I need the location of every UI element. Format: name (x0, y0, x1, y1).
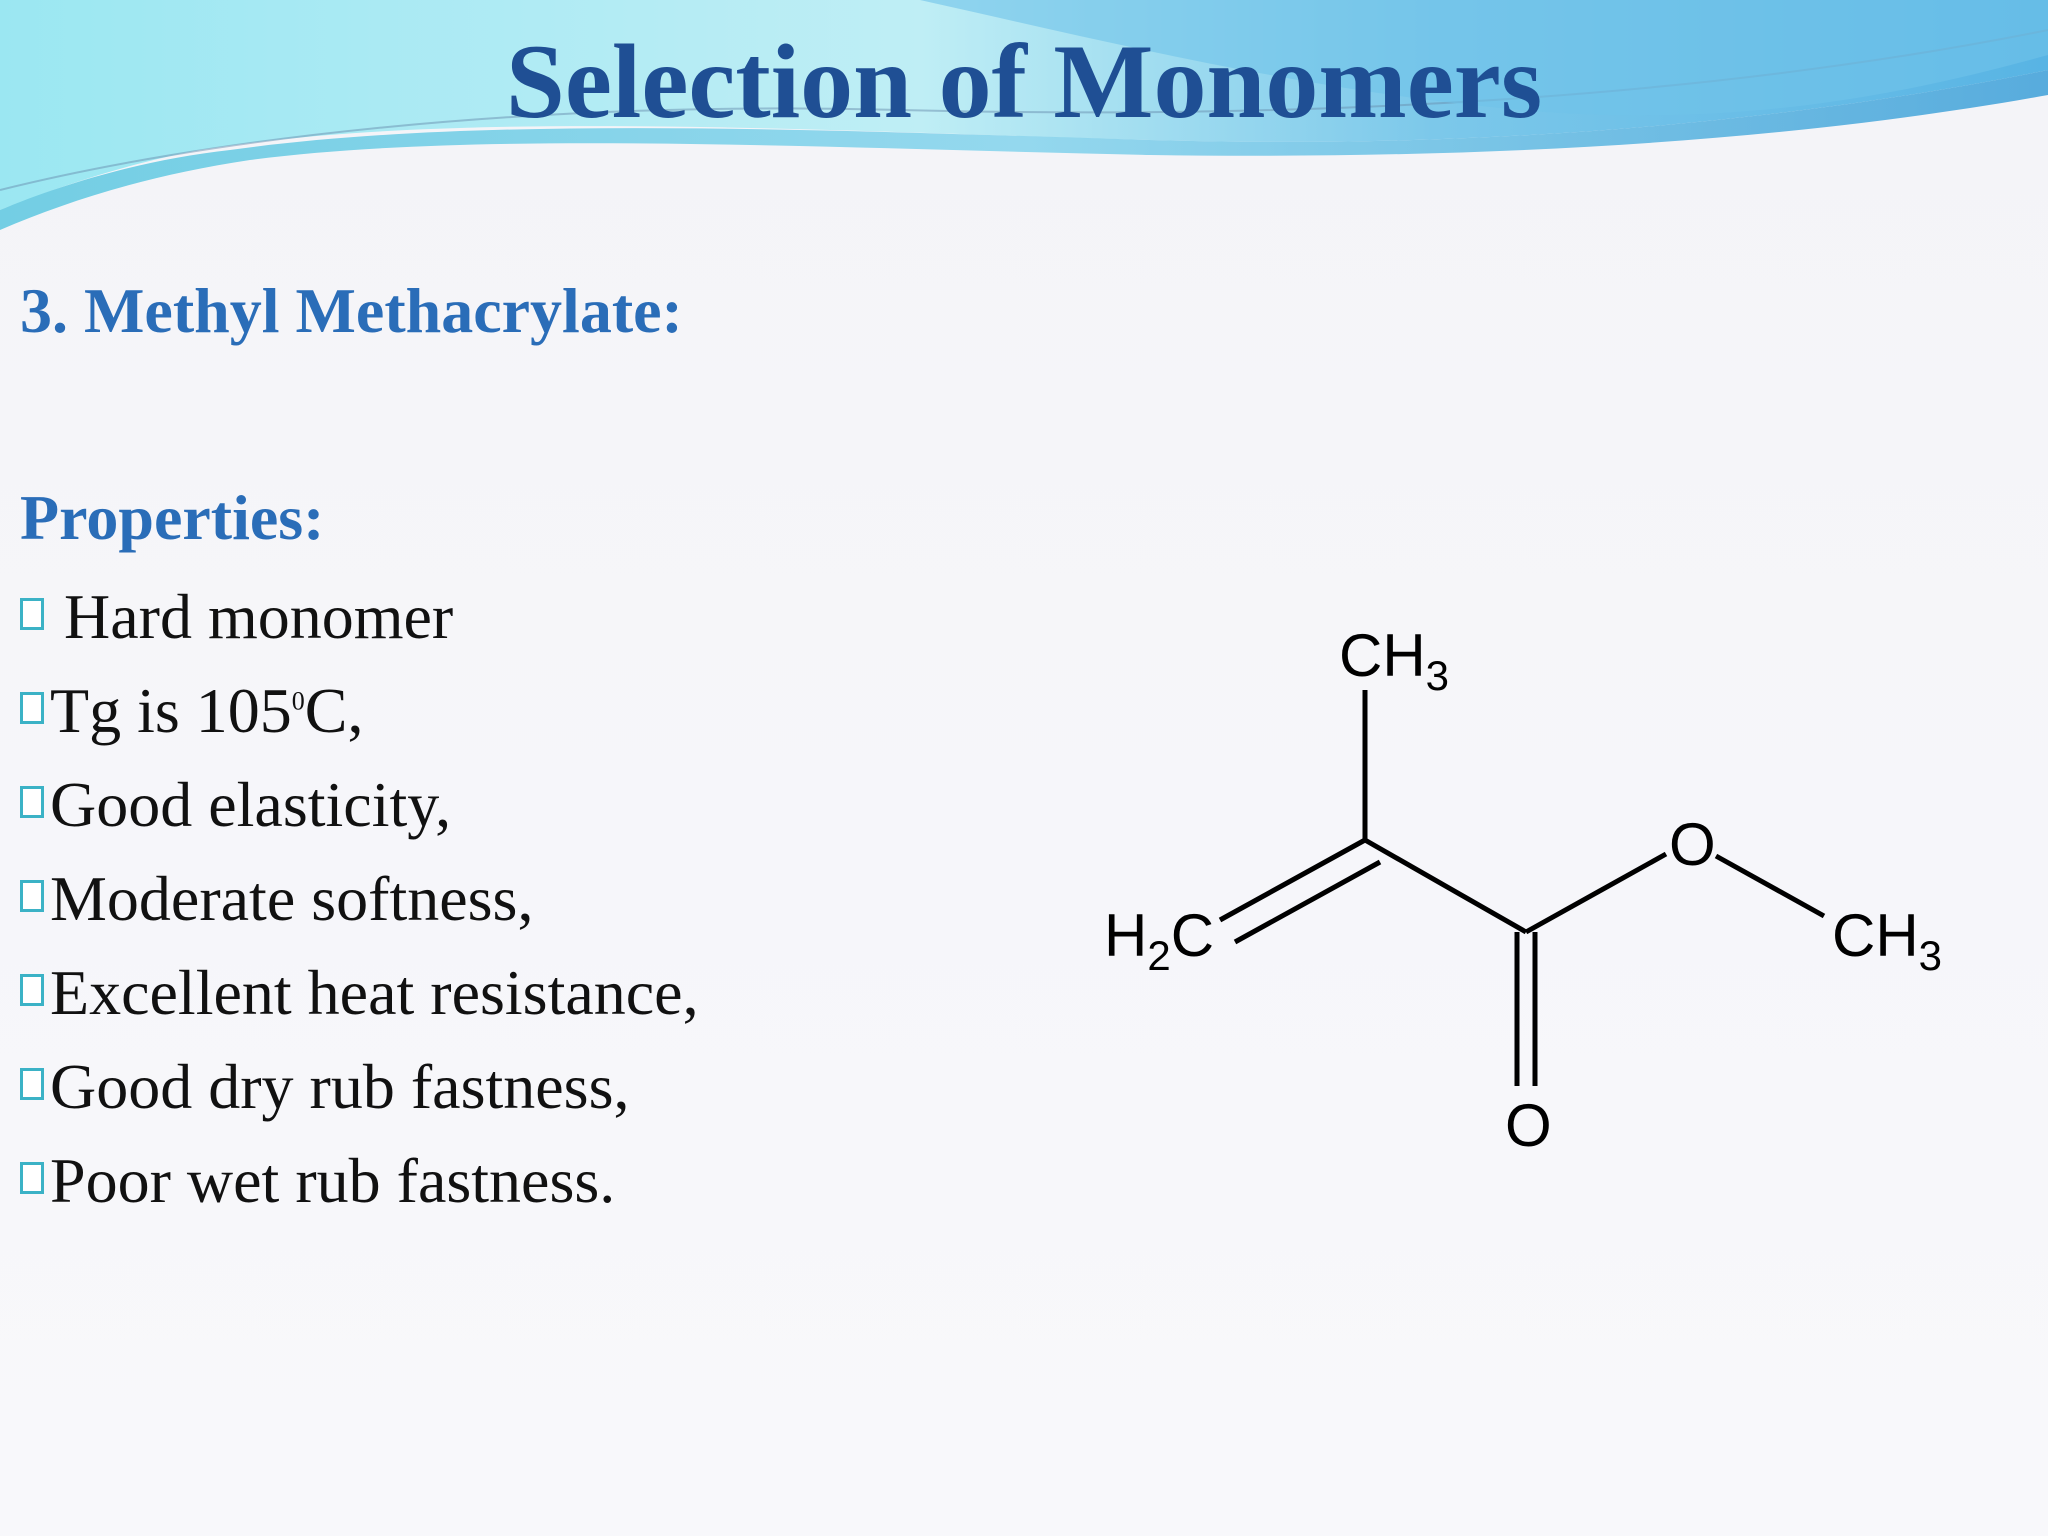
monomer-heading: 3. Methyl Methacrylate: (20, 275, 683, 346)
carbonyl-oxygen-label: O (1505, 1092, 1552, 1159)
property-text (50, 674, 363, 748)
list-item (20, 946, 699, 1040)
bullet-icon (20, 880, 44, 912)
property-text: Hard monomer (64, 581, 454, 652)
slide-title: Selection of Monomers (505, 23, 1543, 140)
top-methyl-label: $CH_3$ (1339, 622, 1450, 699)
properties-heading: Properties: (20, 482, 325, 553)
list-item (20, 1040, 699, 1134)
property-text: Excellent heat resistance, (50, 957, 699, 1028)
properties-list (20, 570, 699, 1228)
right-methyl-label: $CH_3$ (1832, 902, 1943, 979)
tg-unit: C, (304, 675, 364, 746)
property-text: Good dry rub fastness, (50, 1051, 630, 1122)
property-text: Poor wet rub fastness. (50, 1145, 616, 1216)
property-text: Moderate softness, (50, 863, 534, 934)
tg-superscript: 0 (291, 686, 305, 716)
ester-oxygen-label: O (1669, 811, 1716, 878)
bullet-icon (20, 692, 44, 724)
bond-to-carbonyl-carbon (1365, 840, 1526, 932)
list-item (20, 664, 699, 758)
list-item (20, 758, 699, 852)
list-item (20, 570, 699, 664)
left-methylene-label: $H_2C$ (1104, 902, 1215, 979)
bullet-icon (20, 786, 44, 818)
bullet-icon (20, 598, 44, 630)
property-text: Good elasticity, (50, 769, 452, 840)
bond-to-ester-oxygen (1526, 854, 1666, 932)
list-item (20, 1134, 699, 1228)
bullet-icon (20, 1162, 44, 1194)
tg-value: Tg is 105 (50, 675, 292, 746)
methyl-methacrylate-structure (1080, 600, 1980, 1200)
bullet-icon (20, 1068, 44, 1100)
bullet-icon (20, 974, 44, 1006)
bond-oxygen-to-methyl (1716, 856, 1824, 916)
list-item (20, 852, 699, 946)
